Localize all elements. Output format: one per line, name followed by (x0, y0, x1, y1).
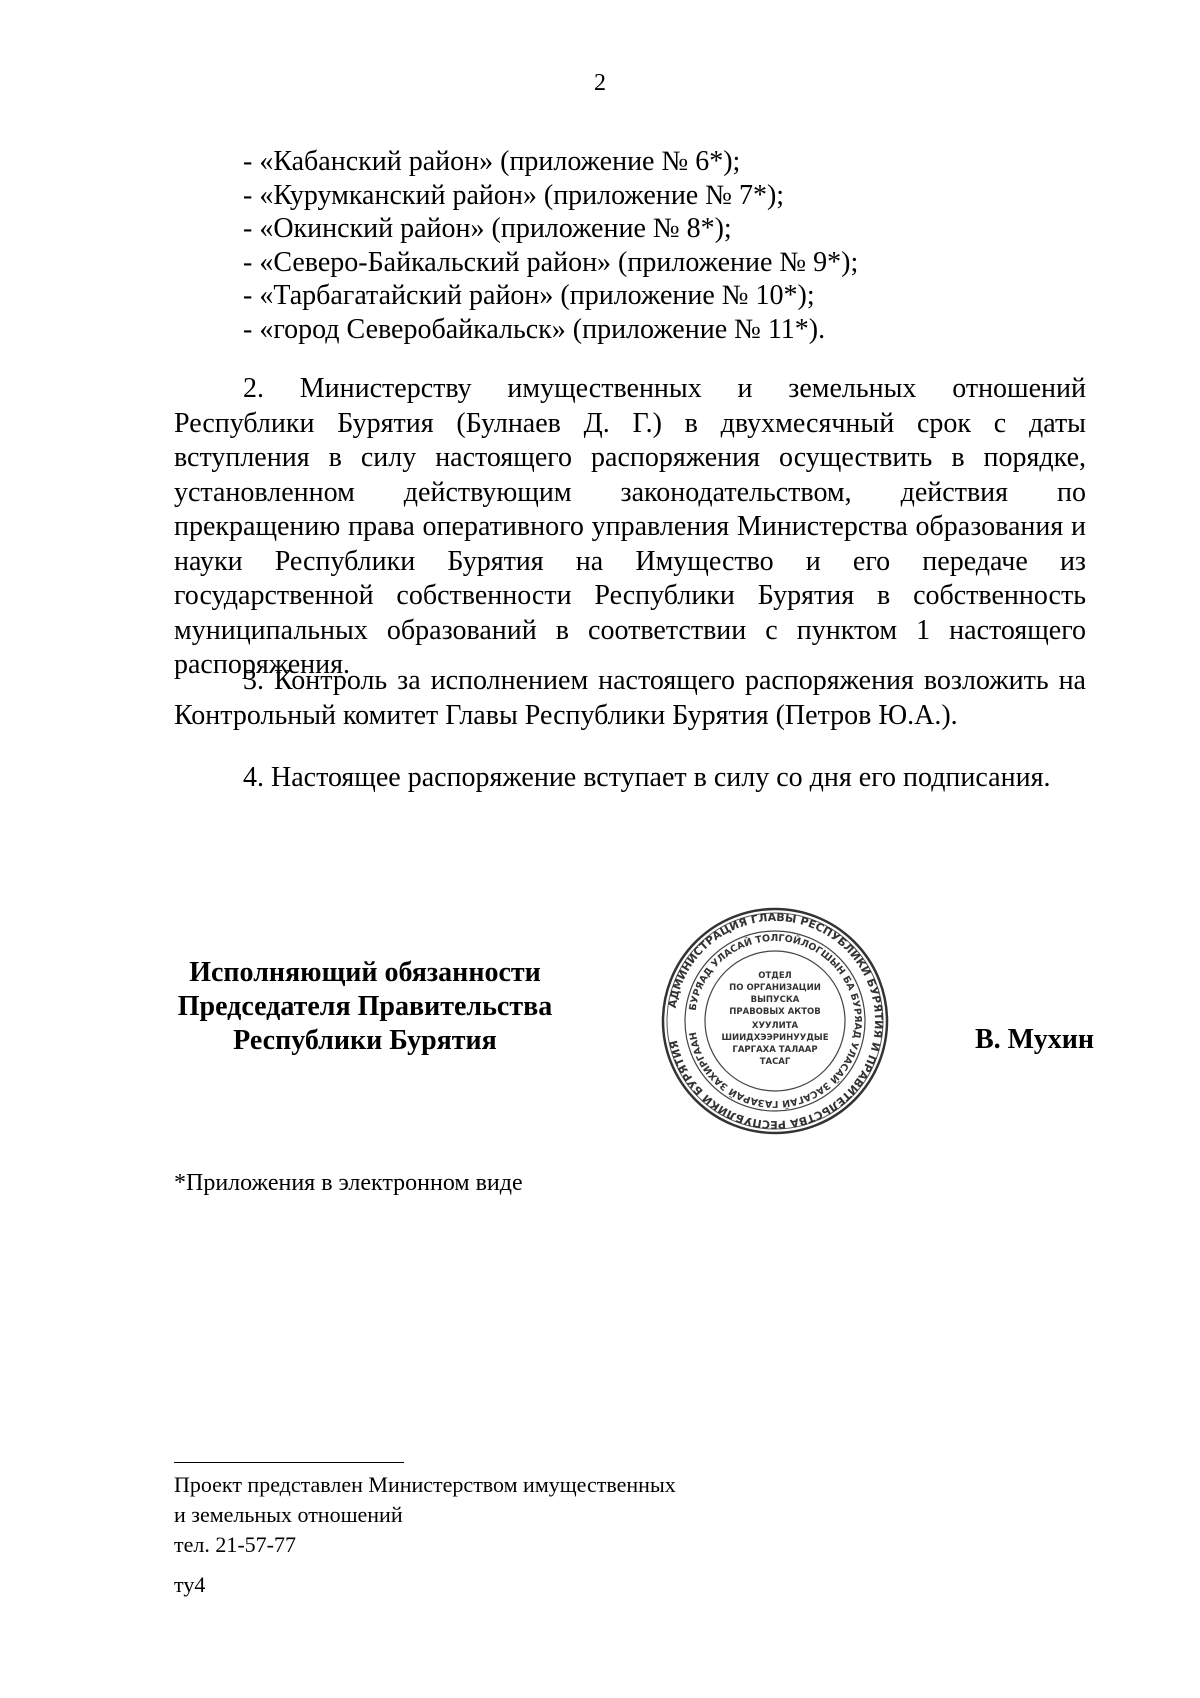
draft-info-line: тел. 21-57-77 (174, 1532, 297, 1557)
list-item: - «Тарбагатайский район» (приложение № 10*); (243, 280, 815, 311)
list-item: - «Северо-Байкальский район» (приложение № 9*); (243, 246, 859, 278)
signatory-position (170, 956, 560, 1058)
footnote-divider (174, 1462, 404, 1463)
paragraph-2: 2. Министерству имущественных и земельных отношений Республики Бурятия (Булнаев Д. Г.) в двухмесячный срок с даты вступления в силу настоящего распоряжения осуществить в порядке, установленном действующим законодательством, действия по прекращению права оперативного управления Министерства образования и науки Республики Бурятия на Имущество и его передаче из государственной собственности Республики Бурятия в собственность муниципальных образований в соответствии с пунктом 1 настоящего распоряжения. (174, 373, 1086, 680)
appendix-note: *Приложения в электронном виде (174, 1170, 523, 1196)
list-item: - «город Северобайкальск» (приложение № 11*). (243, 313, 826, 345)
page-number: 2 (594, 70, 606, 96)
list-item: - «Кабанский район» (приложение № 6*); (243, 146, 741, 177)
list-item: - «Окинский район» (приложение № 8*); (243, 213, 732, 244)
seal-center-line: ХУУЛИТА (751, 1021, 799, 1031)
seal-center-line: ПО ОРГАНИЗАЦИИ (729, 983, 821, 993)
municipality-list (243, 145, 858, 346)
seal-inner-text: БУРЯАД УЛАСАЙ ТОЛГОЙЛОГШЫН БА БУРЯАД УЛАСАЙ ЗАСАГАЙ ГАЗАРАЙ ЗАХИРГААН (687, 932, 864, 1110)
signatory-name: В. Мухин (975, 1024, 1094, 1055)
paragraph-3: 3. Контроль за исполнением настоящего распоряжения возложить на Контрольный комитет Главы Республики Бурятия (Петров Ю.А.). (174, 665, 1086, 731)
document-code: ту4 (174, 1572, 206, 1597)
draft-info (174, 1470, 676, 1560)
seal-center-line: ВЫПУСКА (750, 995, 800, 1005)
seal-outer-text: АДМИНИСТРАЦИЯ ГЛАВЫ РЕСПУБЛИКИ БУРЯТИЯ И ПРАВИТЕЛЬСТВА РЕСПУБЛИКИ БУРЯТИЯ (665, 910, 886, 1132)
seal-center-line: ОТДЕЛ (758, 971, 792, 981)
paragraph-4: 4. Настоящее распоряжение вступает в силу со дня его подписания. (243, 762, 1051, 793)
list-item: - «Курумканский район» (приложение № 7*); (243, 179, 785, 211)
seal-center-line: ГАРГАХА ТАЛААР (732, 1045, 818, 1055)
draft-info-line: Проект представлен Министерством имущественных (174, 1472, 676, 1497)
position-line: Республики Бурятия (233, 1025, 497, 1056)
position-line: Исполняющий обязанности (189, 957, 541, 988)
official-seal (660, 906, 890, 1136)
draft-info-line: и земельных отношений (174, 1502, 403, 1527)
seal-center-line: ШИИДХЭЭРИНУУДЫЕ (721, 1033, 829, 1043)
seal-center-line: ПРАВОВЫХ АКТОВ (729, 1007, 821, 1017)
position-line: Председателя Правительства (177, 991, 553, 1022)
seal-center-line: ТАСАГ (759, 1057, 791, 1067)
